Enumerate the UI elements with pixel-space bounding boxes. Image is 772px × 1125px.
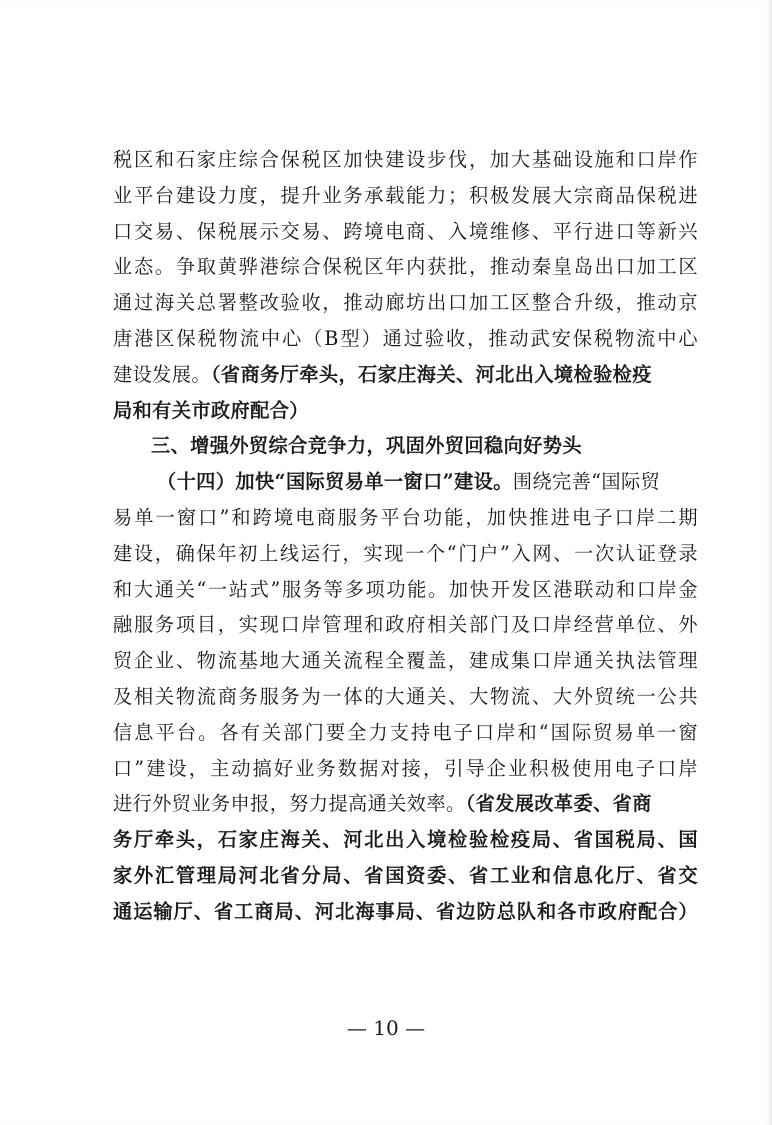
text-line: 建设，确保年初上线运行，实现一个“门户”入网、一次认证登录	[113, 541, 698, 565]
responsibility-note: （省发展改革委、省商	[465, 792, 652, 816]
page-number: — 10 —	[346, 1016, 426, 1040]
item-title: 加快“国际贸易单一窗口”建设。	[235, 470, 513, 494]
text-line: 业态。争取黄骅港综合保税区年内获批，推动秦皇岛出口加工区	[113, 255, 698, 279]
responsibility-note: （省商务厅牵头，石家庄海关、河北出入境检验检疫	[210, 362, 652, 386]
text-line: 易单一窗口”和跨境电商服务平台功能，加快推进电子口岸二期	[113, 505, 698, 529]
paragraph-single-window	[113, 464, 698, 929]
section-heading: 三、增强外贸综合竞争力，巩固外贸回稳向好势头	[151, 434, 582, 458]
paragraph-free-trade-zones	[113, 142, 698, 428]
text-plain: 围绕完善“国际贸	[512, 470, 661, 494]
text-line: 口交易、保税展示交易、跨境电商、入境维修、平行进口等新兴	[113, 219, 698, 243]
text-plain: 建设发展。	[113, 362, 211, 386]
text-line: 和大通关“一站式”服务等多项功能。加快开发区港联动和口岸金	[113, 577, 698, 601]
text-line: 税区和石家庄综合保税区加快建设步伐，加大基础设施和口岸作	[113, 148, 698, 171]
responsibility-note-continued: 局和有关市政府配合）	[113, 398, 309, 422]
text-line	[113, 786, 698, 822]
responsibility-note-continued: 家外汇管理局河北省分局、省国资委、省工业和信息化厅、省交	[113, 863, 698, 887]
text-line: 口”建设，主动搞好业务数据对接，引导企业积极使用电子口岸	[113, 756, 698, 780]
text-line: 信息平台。各有关部门要全力支持电子口岸和“国际贸易单一窗	[113, 720, 698, 744]
text-line: 唐港区保税物流中心（B型）通过验收，推动武安保税物流中心	[113, 326, 698, 350]
document-body	[113, 142, 698, 930]
text-line: 贸企业、物流基地大通关流程全覆盖，建成集口岸通关执法管理	[113, 649, 698, 673]
responsibility-note-continued: 务厅牵头，石家庄海关、河北出入境检验检疫局、省国税局、国	[113, 828, 698, 852]
text-plain: 进行外贸业务申报，努力提高通关效率。	[113, 792, 466, 816]
text-line	[113, 464, 698, 500]
text-line: 业平台建设力度，提升业务承载能力；积极发展大宗商品保税进	[113, 183, 698, 207]
responsibility-note-continued: 通运输厅、省工商局、河北海事局、省边防总队和各市政府配合）	[113, 899, 698, 923]
text-line: 通过海关总署整改验收，推动廊坊出口加工区整合升级，推动京	[113, 291, 698, 315]
text-line: 融服务项目，实现口岸管理和政府相关部门及口岸经营单位、外	[113, 613, 698, 637]
text-line	[113, 357, 698, 393]
text-line: 及相关物流商务服务为一体的大通关、大物流、大外贸统一公共	[113, 684, 698, 708]
item-label: （十四）	[157, 470, 236, 494]
